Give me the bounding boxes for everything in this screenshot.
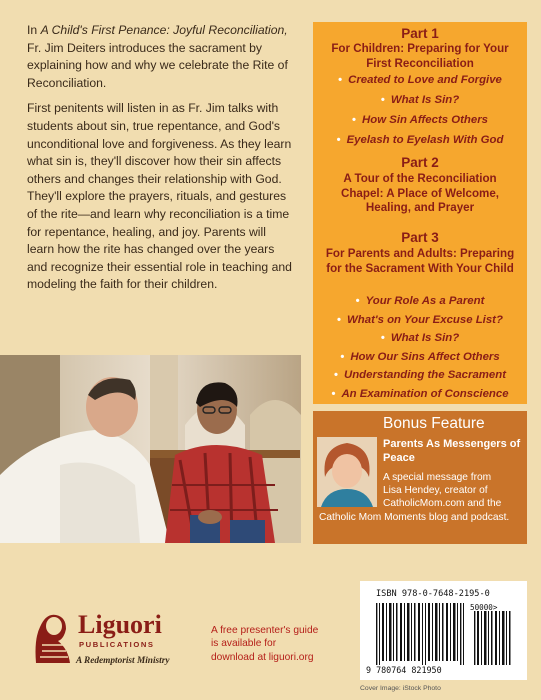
part3-subtitle: For Parents and Adults: Preparing for the Sacrament With Your Child xyxy=(325,247,515,275)
list-item: • Your Role As a Parent xyxy=(355,295,485,307)
list-item: • What Is Sin? xyxy=(380,332,460,345)
part3-list xyxy=(313,294,527,401)
para1-text: Fr. Jim Deiters introduces the sacrament by explaining how and why we celebrate the Rite of Reconciliation. xyxy=(27,40,288,90)
list-item: • Created to Love and Forgive xyxy=(338,74,502,86)
list-item: • What Is Sin? xyxy=(380,94,460,106)
bonus-title: Bonus Feature xyxy=(383,415,485,432)
list-item: • How Sin Affects Others xyxy=(352,114,488,126)
list-item: • An Examination of Conscience xyxy=(331,387,509,400)
publisher-imprint: PUBLICATIONS xyxy=(79,640,155,649)
barcode xyxy=(360,581,527,680)
description-paragraph-2: First penitents will listen in as Fr. Jim talks with students about sin, true repentance, and God's unconditional love and forgiveness. As they learn what sin is, they'll discover how their sin affects others and changes their relationship with God. They'll explore the prayers, rituals, and gestures of the rite—and learn why reconciliation is a time for repentance, healing, and joy. Parents will learn how the rite has changed over the years and recognize their essential role in teaching and modeling the faith for their children. xyxy=(27,101,292,292)
bonus-subtitle: Parents As Messengers of Peace xyxy=(383,438,521,464)
description-paragraph-1 xyxy=(27,22,295,92)
part2-subtitle: A Tour of the Reconciliation Chapel: A Place of Welcome, Healing, and Prayer xyxy=(340,172,500,214)
part1-subtitle: For Children: Preparing for Your First Reconciliation xyxy=(331,42,509,70)
cover-image-credit: Cover Image: iStock Photo xyxy=(360,685,441,692)
part1-list xyxy=(313,73,527,147)
list-item: • What's on Your Excuse List? xyxy=(337,313,503,326)
part1-title: Part 1 xyxy=(401,26,439,41)
publisher-name: Liguori xyxy=(78,610,162,639)
list-item: • Understanding the Sacrament xyxy=(333,369,507,382)
book-title: A Child's First Penance: Joyful Reconciliation, xyxy=(40,23,288,37)
bonus-description: A special message from Lisa Hendey, creator of CatholicMom.com and the Catholic Mom Moments blog and podcast. xyxy=(319,472,510,523)
isbn-text: ISBN 978-0-7648-2195-0 xyxy=(376,589,490,599)
saint-emblem-icon xyxy=(30,609,74,665)
description xyxy=(27,22,295,302)
part3-title: Part 3 xyxy=(401,230,439,245)
part2-title: Part 2 xyxy=(401,155,439,170)
para1-prefix: In xyxy=(27,23,41,37)
presenter-guide-note: A free presenter's guide is available for download at liguori.org xyxy=(211,625,319,663)
bonus-feature xyxy=(313,411,527,544)
publisher-tagline: A Redemptorist Ministry xyxy=(76,656,170,666)
list-item: • Eyelash to Eyelash With God xyxy=(336,134,504,146)
cover-photo xyxy=(0,355,301,543)
barcode-bars xyxy=(374,603,514,665)
barcode-digits: 9 780764 821950 xyxy=(366,665,442,675)
list-item: • How Our Sins Affect Others xyxy=(340,350,500,363)
contents-panel xyxy=(313,22,527,404)
barcode-addon: 50000> xyxy=(470,603,498,612)
